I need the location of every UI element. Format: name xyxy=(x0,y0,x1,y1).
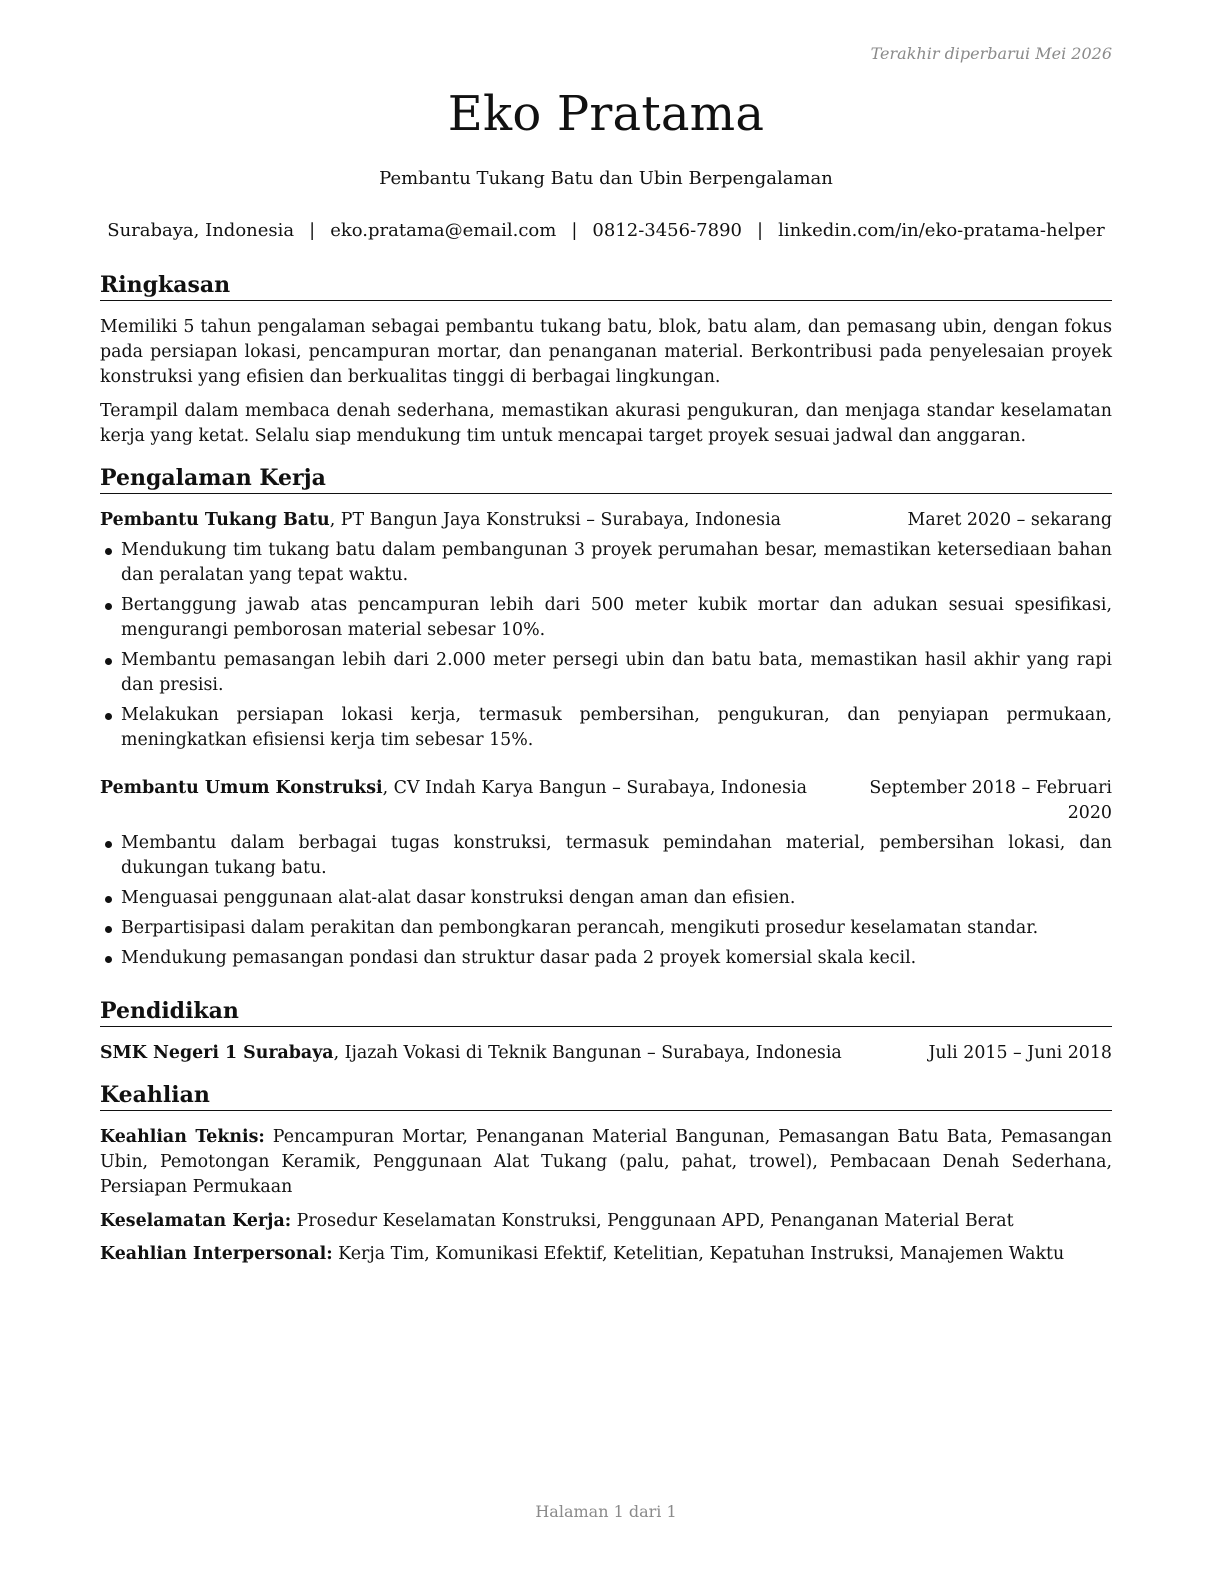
job-company: , PT Bangun Jaya Konstruksi – Surabaya, Indonesia xyxy=(329,510,782,530)
education-entry xyxy=(100,1041,1112,1066)
job-dates-continued: 2020 xyxy=(1067,803,1112,823)
list-item: Berpartisipasi dalam perakitan dan pembongkaran perancah, mengikuti prosedur keselamatan standar. xyxy=(100,916,1112,941)
list-item: Mendukung pemasangan pondasi dan struktur dasar pada 2 proyek komersial skala kecil. xyxy=(100,946,1112,971)
summary-paragraph: Memiliki 5 tahun pengalaman sebagai pembantu tukang batu, blok, batu alam, dan pemasang ubin, dengan fokus pada persiapan lokasi, pencampuran mortar, dan penanganan material. Berkontribusi pada penyelesaian proyek konstruksi yang efisien dan berkualitas tinggi di berbagai lingkungan. xyxy=(100,317,1112,387)
section-title-skills: Keahlian xyxy=(100,1081,1112,1111)
skill-label: Keselamatan Kerja: xyxy=(100,1211,292,1231)
list-item: Menguasai penggunaan alat-alat dasar konstruksi dengan aman dan efisien. xyxy=(100,886,1112,911)
list-item: Membantu dalam berbagai tugas konstruksi, termasuk pemindahan material, pembersihan lokasi, dan dukungan tukang batu. xyxy=(100,831,1112,881)
contact-linkedin[interactable]: linkedin.com/in/eko-pratama-helper xyxy=(778,220,1105,241)
school-name: SMK Negeri 1 Surabaya xyxy=(100,1043,334,1063)
list-item: Membantu pemasangan lebih dari 2.000 meter persegi ubin dan batu bata, memastikan hasil akhir yang rapi dan presisi. xyxy=(100,648,1112,698)
skill-label: Keahlian Teknis: xyxy=(100,1127,265,1147)
job-header xyxy=(100,776,1112,826)
education-detail: , Ijazah Vokasi di Teknik Bangunan – Surabaya, Indonesia xyxy=(333,1043,842,1063)
skill-value: Prosedur Keselamatan Konstruksi, Penggunaan APD, Penanganan Material Berat xyxy=(291,1211,1014,1231)
job-header xyxy=(100,508,1112,533)
contact-line xyxy=(100,220,1112,241)
contact-phone: 0812-3456-7890 xyxy=(592,220,742,241)
summary-paragraph: Terampil dalam membaca denah sederhana, memastikan akurasi pengukuran, dan menjaga standar keselamatan kerja yang ketat. Selalu siap mendukung tim untuk mencapai target proyek sesuai jadwal dan anggaran. xyxy=(100,401,1112,446)
job-bullets xyxy=(100,831,1112,976)
list-item: Bertanggung jawab atas pencampuran lebih dari 500 meter kubik mortar dan adukan sesuai spesifikasi, mengurangi pemborosan material sebesar 10%. xyxy=(100,593,1112,643)
contact-separator: | xyxy=(756,220,764,241)
resume-page xyxy=(100,0,1112,1584)
job-dates: September 2018 – Februari xyxy=(869,778,1112,798)
job-company: , CV Indah Karya Bangun – Surabaya, Indonesia xyxy=(382,778,807,798)
education-dates: Juli 2015 – Juni 2018 xyxy=(928,1043,1112,1063)
contact-location: Surabaya, Indonesia xyxy=(107,220,295,241)
candidate-name: Eko Pratama xyxy=(447,86,765,142)
skill-row xyxy=(100,1125,1112,1200)
contact-email[interactable]: eko.pratama@email.com xyxy=(330,220,557,241)
contact-separator: | xyxy=(309,220,316,241)
skill-label: Keahlian Interpersonal: xyxy=(100,1244,333,1264)
last-updated: Terakhir diperbarui Mei 2026 xyxy=(870,44,1112,63)
page-footer: Halaman 1 dari 1 xyxy=(535,1502,677,1521)
job-bullets xyxy=(100,538,1112,758)
skill-row xyxy=(100,1242,1112,1267)
list-item: Melakukan persiapan lokasi kerja, termasuk pembersihan, pengukuran, dan penyiapan permukaan, meningkatkan efisiensi kerja tim sebesar 15%. xyxy=(100,703,1112,753)
skill-value: Kerja Tim, Komunikasi Efektif, Ketelitian, Kepatuhan Instruksi, Manajemen Waktu xyxy=(332,1244,1065,1264)
job-role: Pembantu Tukang Batu xyxy=(100,510,330,530)
section-title-education: Pendidikan xyxy=(100,997,1112,1027)
skill-value: Pencampuran Mortar, Penanganan Material Bangunan, Pemasangan Batu Bata, Pemasangan Ubin, Pemotongan Keramik, Penggunaan Alat Tukang (palu, pahat, trowel), Pembacaan Denah Sederhana, Persiapan Permukaan xyxy=(100,1127,1112,1197)
skill-row xyxy=(100,1209,1112,1234)
section-title-experience: Pengalaman Kerja xyxy=(100,464,1112,494)
list-item: Mendukung tim tukang batu dalam pembangunan 3 proyek perumahan besar, memastikan ketersediaan bahan dan peralatan yang tepat waktu. xyxy=(100,538,1112,588)
contact-separator: | xyxy=(571,220,578,241)
job-role: Pembantu Umum Konstruksi xyxy=(100,778,383,798)
candidate-headline: Pembantu Tukang Batu dan Ubin Berpengalaman xyxy=(379,168,833,189)
section-title-summary: Ringkasan xyxy=(100,271,1112,301)
job-dates: Maret 2020 – sekarang xyxy=(907,510,1112,530)
